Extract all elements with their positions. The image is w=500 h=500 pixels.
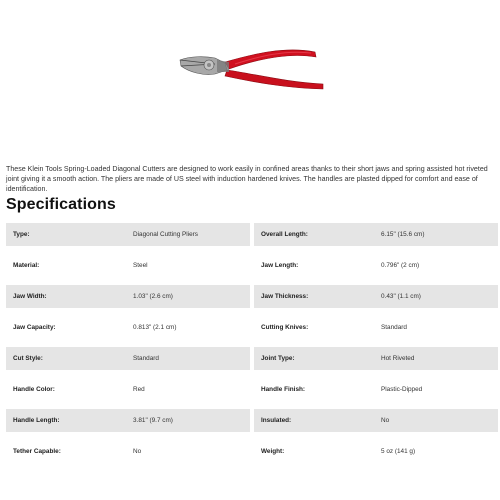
spec-label: Jaw Thickness: — [261, 293, 309, 300]
spec-cell — [6, 409, 250, 432]
spec-cell — [254, 347, 498, 370]
spec-cell — [254, 285, 498, 308]
spec-row — [6, 440, 498, 471]
spec-cell — [254, 440, 498, 463]
spec-label: Weight: — [261, 448, 285, 455]
spec-row — [6, 223, 498, 254]
pliers-icon — [175, 38, 325, 94]
spec-value: Red — [133, 386, 145, 393]
spec-value: Diagonal Cutting Pliers — [133, 231, 199, 238]
spec-row — [6, 254, 498, 285]
spec-label: Jaw Width: — [13, 293, 47, 300]
spec-row — [6, 378, 498, 409]
spec-row — [6, 285, 498, 316]
spec-cell — [6, 285, 250, 308]
spec-label: Type: — [13, 231, 30, 238]
spec-value: 5 oz (141 g) — [381, 448, 416, 455]
spec-cell — [254, 254, 498, 277]
spec-value: 0.813" (2.1 cm) — [133, 324, 177, 331]
spec-value: 0.796" (2 cm) — [381, 262, 420, 269]
spec-value: 6.15" (15.6 cm) — [381, 231, 425, 238]
spec-value: Standard — [381, 324, 407, 331]
spec-value: No — [381, 417, 390, 424]
spec-cell — [6, 223, 250, 246]
spec-cell — [254, 223, 498, 246]
spec-label: Handle Color: — [13, 386, 55, 393]
spec-label: Joint Type: — [261, 355, 295, 362]
spec-cell — [254, 378, 498, 401]
spec-value: Steel — [133, 262, 148, 269]
spec-cell — [6, 378, 250, 401]
spec-label: Cut Style: — [13, 355, 43, 362]
spec-value: 0.43" (1.1 cm) — [381, 293, 421, 300]
spec-label: Jaw Capacity: — [13, 324, 56, 331]
spec-label: Jaw Length: — [261, 262, 299, 269]
spec-label: Handle Length: — [13, 417, 60, 424]
specifications-table — [6, 223, 498, 471]
spec-label: Handle Finish: — [261, 386, 306, 393]
spec-value: 3.81" (9.7 cm) — [133, 417, 173, 424]
spec-value: Hot Riveted — [381, 355, 415, 362]
spec-row — [6, 409, 498, 440]
spec-label: Insulated: — [261, 417, 292, 424]
spec-cell — [254, 409, 498, 432]
spec-value: Plastic-Dipped — [381, 386, 423, 393]
spec-cell — [6, 440, 250, 463]
spec-cell — [6, 316, 250, 339]
spec-row — [6, 347, 498, 378]
spec-cell — [254, 316, 498, 339]
spec-label: Material: — [13, 262, 40, 269]
spec-value: Standard — [133, 355, 159, 362]
spec-label: Overall Length: — [261, 231, 308, 238]
spec-cell — [6, 254, 250, 277]
specifications-heading: Specifications — [6, 196, 116, 213]
spec-value: No — [133, 448, 142, 455]
spec-row — [6, 316, 498, 347]
product-description: These Klein Tools Spring-Loaded Diagonal Cutters are designed to work easily in confined areas thanks to their short jaws and spring assisted hot riveted joint giving it a smooth action. The pliers are made of US steel with induction hardened knives. The handles are plasted dipped for comfort and ease of identification. — [6, 165, 488, 193]
spec-label: Cutting Knives: — [261, 324, 309, 331]
spec-cell — [6, 347, 250, 370]
spec-value: 1.03" (2.6 cm) — [133, 293, 173, 300]
spec-label: Tether Capable: — [13, 448, 61, 455]
